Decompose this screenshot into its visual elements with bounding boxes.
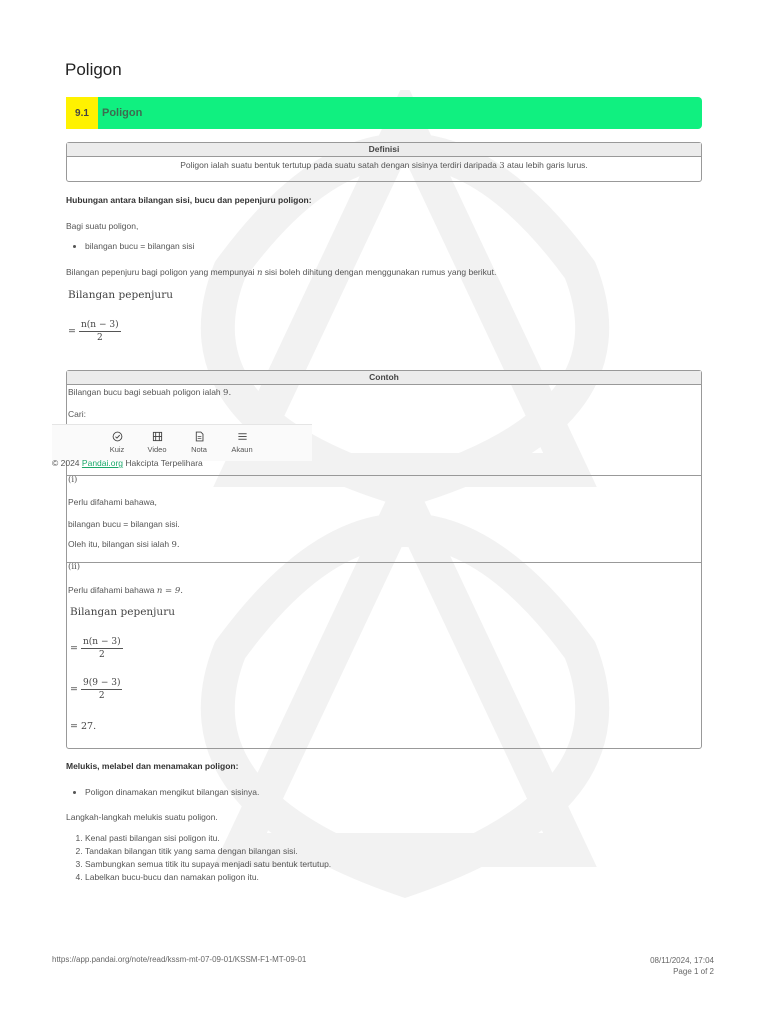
footer-page: Page 1 of 2 — [673, 967, 714, 976]
definition-number: 3 — [499, 161, 505, 171]
nav-label: Kuiz — [109, 445, 125, 454]
definition-box — [66, 142, 702, 182]
list-item: 4. Labelkan bucu-bucu dan namakan poligon itu. — [85, 871, 331, 884]
page-title: Poligon — [65, 60, 122, 79]
nav-label: Video — [147, 445, 167, 454]
part-i-label: (i) — [68, 475, 78, 485]
step2-denominator: 2 — [98, 691, 105, 701]
drawing-bullet-list — [66, 787, 259, 797]
part-i-line3 — [68, 539, 180, 550]
relation-heading: Hubungan antara bilangan sisi, bucu dan pepenjuru poligon: — [66, 195, 312, 205]
step2-eq: = — [70, 684, 78, 695]
part-ii-line1-eq: n = 9. — [156, 586, 183, 596]
example-header: Contoh — [67, 371, 701, 385]
check-circle-icon — [112, 431, 123, 442]
nav-label: Nota — [191, 445, 207, 454]
steps-list — [66, 832, 331, 884]
example-question — [68, 387, 231, 398]
copyright-suffix: Hakcipta Terpelihara — [125, 458, 203, 468]
part-ii-formula-label: Bilangan pepenjuru — [70, 606, 175, 618]
pandai-link[interactable]: Pandai.org — [81, 458, 124, 468]
nav-label: Akaun — [231, 445, 253, 454]
question-text: Bilangan bucu bagi sebuah poligon ialah — [68, 387, 221, 397]
step1-numerator: n(n − 3) — [83, 637, 121, 647]
copyright-prefix: © 2024 — [52, 458, 80, 468]
step2 — [70, 678, 122, 701]
relation-intro: Bagi suatu poligon, — [66, 221, 139, 231]
formula-denominator: 2 — [96, 333, 103, 343]
steps-intro: Langkah-langkah melukis suatu poligon. — [66, 812, 218, 822]
formula-eq-sign: = — [68, 326, 76, 337]
document-icon — [194, 431, 205, 442]
formula-intro-before: Bilangan pepenjuru bagi poligon yang mempunyai — [66, 267, 255, 277]
formula — [68, 320, 121, 343]
menu-icon — [237, 431, 248, 442]
list-item: 2. Tandakan bilangan titik yang sama dengan bilangan sisi. — [85, 845, 331, 858]
bottom-nav — [52, 424, 312, 461]
part-i-line2: bilangan bucu = bilangan sisi. — [68, 519, 180, 529]
nav-item-kuiz[interactable] — [99, 431, 135, 454]
step1-eq: = — [70, 643, 78, 654]
definition-text — [67, 157, 701, 171]
result: = 27. — [70, 721, 97, 732]
formula-fraction — [79, 320, 121, 343]
part-i-line3-value: 9. — [171, 540, 180, 550]
part-i-line3-text: Oleh itu, bilangan sisi ialah — [68, 539, 170, 549]
definition-text-before: Poligon ialah suatu bentuk tertutup pada suatu satah dengan sisinya terdiri daripada — [180, 160, 497, 170]
find-label: Cari: — [68, 409, 86, 419]
drawing-heading: Melukis, melabel dan menamakan poligon: — [66, 761, 239, 771]
section-number: 9.1 — [66, 97, 98, 129]
question-number: 9. — [223, 388, 232, 398]
list-item: 3. Sambungkan semua titik itu supaya menjadi satu bentuk tertutup. — [85, 858, 331, 871]
formula-label: Bilangan pepenjuru — [68, 289, 173, 301]
film-icon — [152, 431, 163, 442]
definition-text-after: atau lebih garis lurus. — [506, 160, 588, 170]
section-header — [66, 97, 702, 129]
footer-url: https://app.pandai.org/note/read/kssm-mt-07-09-01/KSSM-F1-MT-09-01 — [52, 955, 307, 964]
nav-item-akaun[interactable] — [224, 431, 260, 454]
footer-datetime: 08/11/2024, 17:04 — [650, 956, 714, 965]
step2-fraction — [81, 678, 122, 701]
formula-var: n — [256, 268, 263, 278]
step2-numerator: 9(9 − 3) — [83, 678, 121, 688]
step1 — [70, 637, 123, 660]
step1-fraction — [81, 637, 123, 660]
nav-item-video[interactable] — [139, 431, 175, 454]
list-item: • bilangan bucu = bilangan sisi — [85, 241, 194, 251]
part-ii-line1-text: Perlu difahami bahawa — [68, 585, 155, 595]
list-item: • Poligon dinamakan mengikut bilangan sisinya. — [85, 787, 259, 797]
definition-header: Definisi — [67, 143, 701, 157]
list-item: 1. Kenal pasti bilangan sisi poligon itu. — [85, 832, 331, 845]
part-i-line1: Perlu difahami bahawa, — [68, 497, 157, 507]
footer-meta — [650, 955, 714, 977]
nav-item-nota[interactable] — [181, 431, 217, 454]
relation-bullet-list — [66, 241, 194, 251]
relation-formula-intro — [66, 267, 496, 278]
part-ii-label: (ii) — [68, 562, 81, 572]
formula-intro-after: sisi boleh dihitung dengan menggunakan rumus yang berikut. — [264, 267, 497, 277]
part-ii-line1 — [68, 585, 183, 596]
section-title: Poligon — [98, 97, 702, 129]
formula-numerator: n(n − 3) — [81, 320, 119, 330]
step1-denominator: 2 — [98, 650, 105, 660]
copyright — [52, 458, 203, 468]
